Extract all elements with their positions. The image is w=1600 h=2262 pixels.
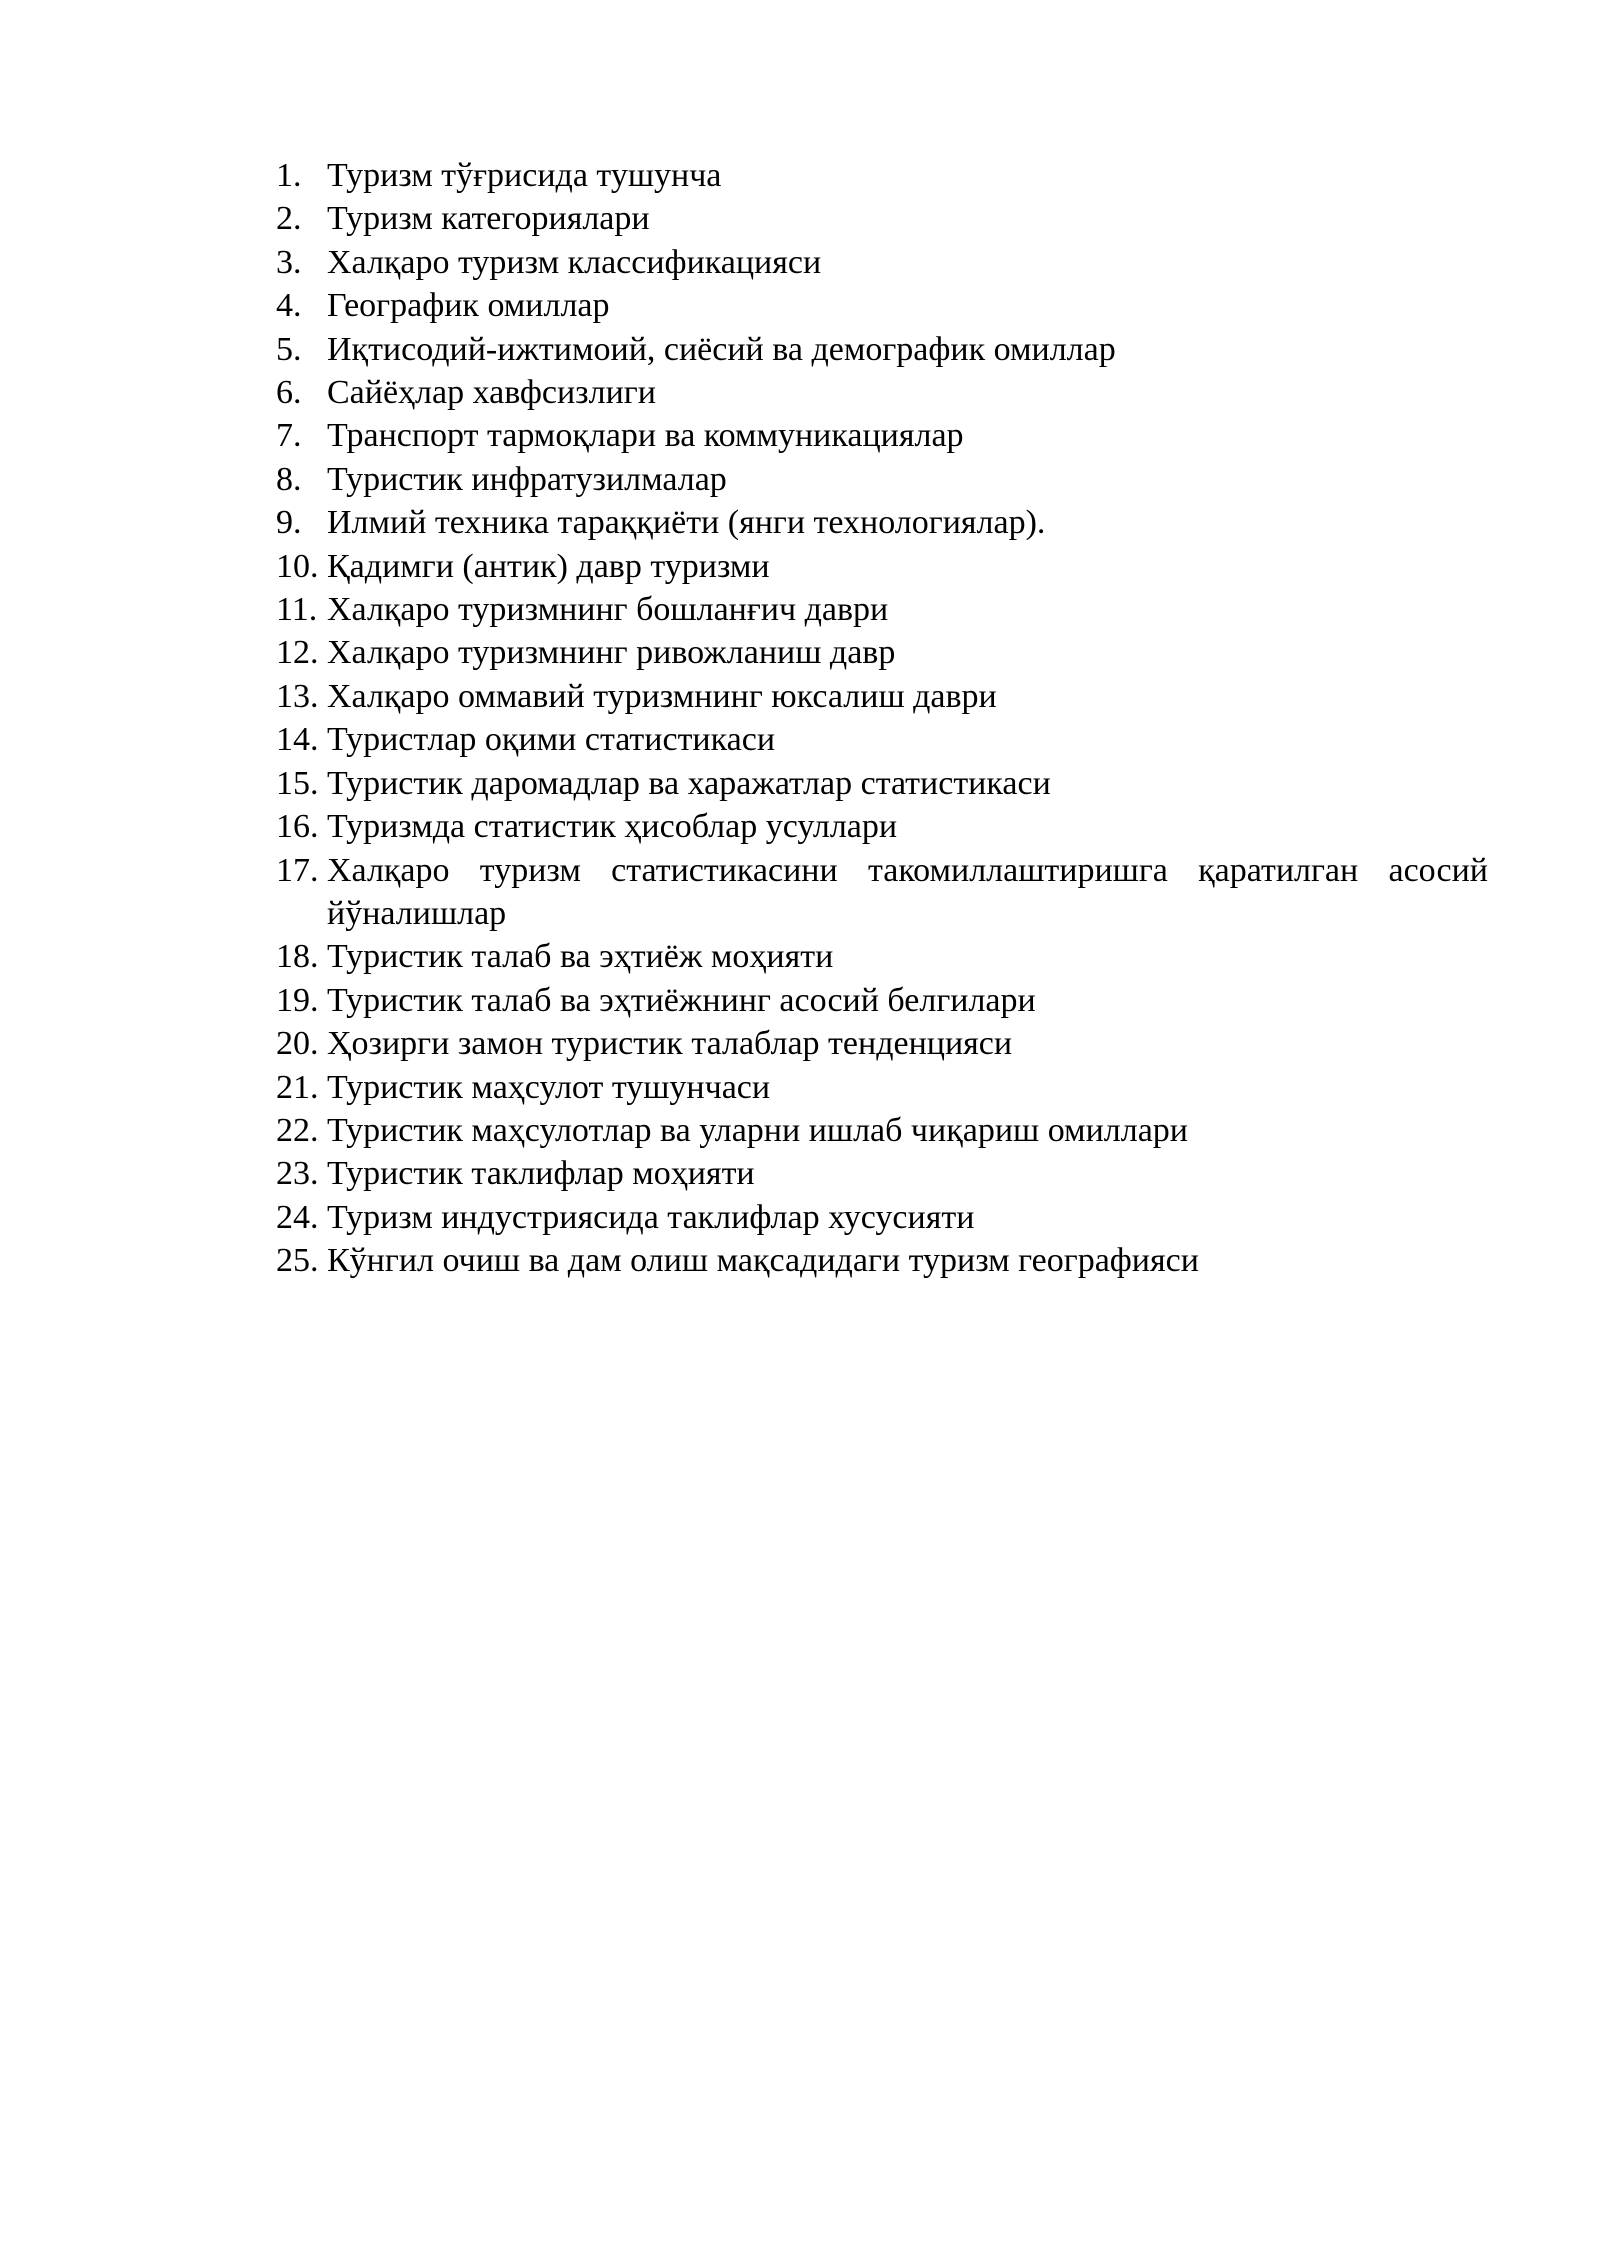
item-text: Туристлар оқими статистикаси (327, 721, 776, 759)
list-item (276, 1109, 1488, 1152)
item-text: Қадимги (антик) давр туризми (327, 547, 770, 585)
item-number: 13. (276, 677, 319, 715)
item-number: 25. (276, 1242, 319, 1280)
item-text: Халқаро туризмнинг бошланғич даври (327, 591, 889, 629)
list-item (276, 849, 1488, 936)
item-text: Иқтисодий-ижтимоий, сиёсий ва демографик омиллар (327, 330, 1116, 368)
item-number: 24. (276, 1198, 319, 1236)
item-number: 22. (276, 1111, 319, 1149)
item-text: Ҳозирги замон туристик талаблар тенденцияси (327, 1025, 1013, 1063)
list-item (276, 805, 1488, 848)
item-number: 1. (276, 157, 302, 194)
item-text: Туристик талаб ва эҳтиёж моҳияти (327, 938, 834, 976)
item-text: Кўнгил очиш ва дам олиш мақсадидаги туризм географияси (327, 1242, 1199, 1280)
item-text: Халқаро туризм классификацияси (327, 243, 822, 281)
list-item (276, 935, 1488, 978)
list-item (276, 197, 1488, 240)
item-text: Туристик маҳсулот тушунчаси (327, 1068, 771, 1106)
item-text: Илмий техника тараққиёти (янги технологиялар). (327, 504, 1046, 542)
list-item (276, 1239, 1488, 1282)
item-number: 19. (276, 981, 319, 1019)
list-item (276, 371, 1488, 414)
item-text: Географик омиллар (327, 287, 610, 325)
item-number: 5. (276, 330, 302, 368)
item-text: Сайёҳлар хавфсизлиги (327, 374, 656, 412)
item-text: Туристик инфратузилмалар (327, 460, 727, 498)
list-item (276, 675, 1488, 718)
item-number: 6. (276, 374, 302, 412)
item-number: 23. (276, 1155, 319, 1193)
item-text: Туристик маҳсулотлар ва уларни ишлаб чиқариш омиллари (327, 1111, 1188, 1149)
item-number: 20. (276, 1025, 319, 1063)
topic-list (276, 154, 1488, 1283)
item-number: 12. (276, 634, 319, 672)
list-item (276, 762, 1488, 805)
item-number: 2. (276, 200, 302, 238)
list-item (276, 414, 1488, 457)
item-number: 8. (276, 460, 302, 498)
list-item (276, 631, 1488, 674)
list-item (276, 1066, 1488, 1109)
list-item (276, 718, 1488, 761)
item-number: 21. (276, 1068, 319, 1106)
item-number: 9. (276, 504, 302, 542)
list-item (276, 1152, 1488, 1195)
list-item (276, 545, 1488, 588)
list-item (276, 1022, 1488, 1065)
item-number: 15. (276, 764, 319, 802)
item-number: 18. (276, 938, 319, 976)
item-number: 7. (276, 417, 302, 455)
item-number: 17. (276, 851, 319, 889)
list-item (276, 328, 1488, 371)
item-text: Туристик талаб ва эҳтиёжнинг асосий белгилари (327, 981, 1036, 1019)
item-text: Транспорт тармоқлари ва коммуникациялар (327, 417, 964, 455)
item-text: Туризм индустриясида таклифлар хусусияти (327, 1198, 975, 1236)
item-number: 10. (276, 547, 319, 585)
item-text: Туризм категориялари (327, 200, 650, 238)
item-text: Халқаро туризм статистикасини такомиллаштиришга қаратилган асосий йўналишлар (327, 851, 1488, 932)
item-text: Халқаро туризмнинг ривожланиш давр (327, 634, 896, 672)
item-text: Туризмда статистик ҳисоблар усуллари (327, 808, 898, 846)
list-item (276, 154, 1488, 197)
list-item (276, 458, 1488, 501)
item-number: 16. (276, 808, 319, 846)
item-text: Халқаро оммавий туризмнинг юксалиш даври (327, 677, 997, 715)
item-text: Туристик таклифлар моҳияти (327, 1155, 755, 1193)
item-text: Туристик даромадлар ва харажатлар статистикаси (327, 764, 1051, 802)
list-item (276, 284, 1488, 327)
item-number: 3. (276, 243, 302, 281)
item-number: 11. (276, 591, 318, 629)
item-number: 4. (276, 287, 302, 325)
list-item (276, 1196, 1488, 1239)
list-item (276, 241, 1488, 284)
list-item (276, 501, 1488, 544)
list-item (276, 979, 1488, 1022)
list-item (276, 588, 1488, 631)
item-number: 14. (276, 721, 319, 759)
item-text: Туризм тўғрисида тушунча (327, 157, 722, 194)
